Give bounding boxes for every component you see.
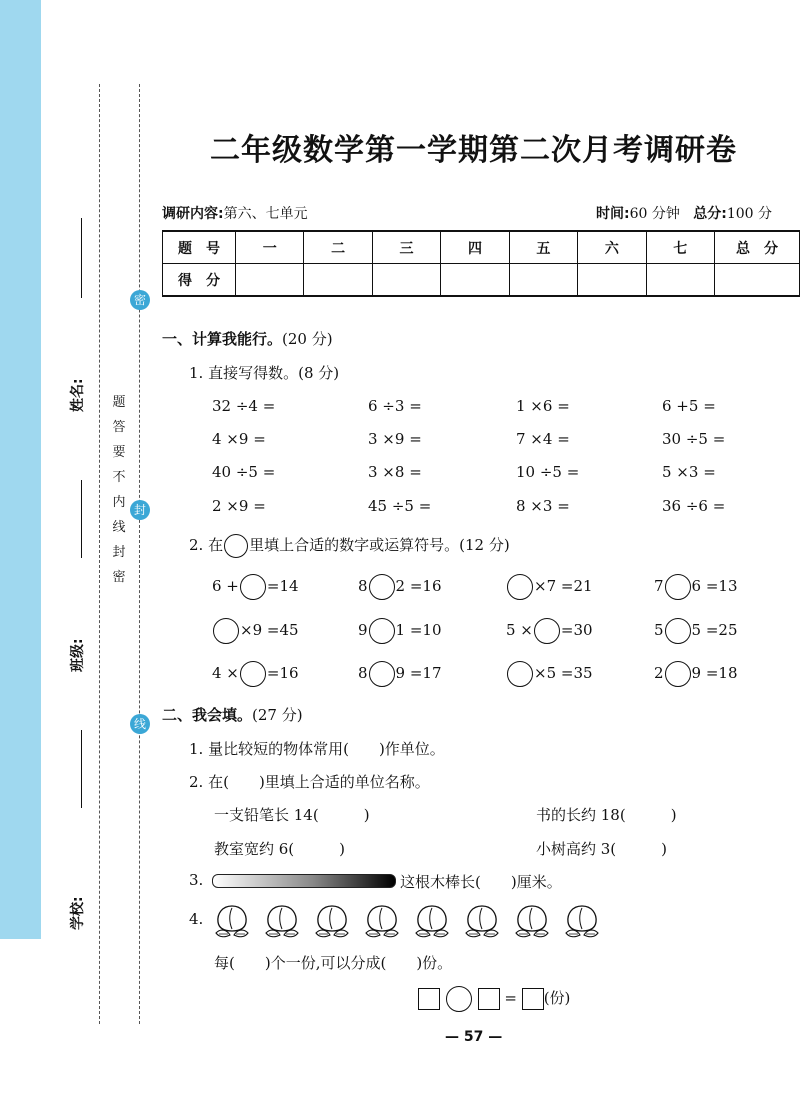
unit-item: 教室宽约 6( ) [214,840,346,858]
circle-item: ×7 =21 [506,574,593,600]
name-label: 姓名: [70,378,86,412]
calc-item: 4 ×9 = [212,430,266,448]
s1-q1: 1. 直接写得数。(8 分) [189,364,340,382]
answer-circle[interactable] [507,574,533,600]
answer-circle[interactable] [665,661,691,687]
peach-icon [462,902,502,940]
circle-item: 2 9 =18 [654,661,738,687]
s2-q3-text: 这根木棒长( )厘米。 [400,873,562,891]
header-cell: 二 [304,231,372,264]
peach-icon [412,902,452,940]
s2-q3-number: 3. [189,871,204,889]
circle-item: 9 1 =10 [358,618,442,644]
section2-heading: 二、我会填。(27 分) [162,706,303,724]
page-number: — 57 — [445,1029,503,1045]
header-cell: 四 [441,231,509,264]
peach-icon [262,902,302,940]
circle-item: 5 × =30 [506,618,593,644]
answer-circle[interactable] [240,661,266,687]
unit-item: 一支铅笔长 14( ) [214,806,370,824]
s1-q2: 2. 在 里填上合适的数字或运算符号。(12 分) [189,534,510,558]
calc-item: 30 ÷5 = [662,430,726,448]
peach-icon [512,902,552,940]
header-cell: 三 [372,231,440,264]
page-title: 二年级数学第一学期第二次月考调研卷 [210,133,737,168]
calc-item: 36 ÷6 = [662,497,726,515]
answer-circle[interactable] [369,618,395,644]
calc-item: 6 ÷3 = [368,397,422,415]
calc-item: 2 ×9 = [212,497,266,515]
score-cell[interactable] [304,264,372,297]
class-label: 班级: [70,638,86,672]
circle-item: 4 × =16 [212,661,299,687]
calc-item: 3 ×8 = [368,463,422,481]
s2-q4-number: 4. [189,910,204,928]
circle-item: 6 + =14 [212,574,299,600]
header-cell: 五 [509,231,577,264]
no-answer-warning: 题 答 要 不 内 线 封 密 [112,395,126,585]
answer-circle[interactable] [240,574,266,600]
seal-xian: 线 [130,714,150,734]
circle-item: ×9 =45 [212,618,299,644]
header-cell: 总 分 [715,231,800,264]
answer-box[interactable] [418,988,440,1010]
header-cell: 题 号 [163,231,236,264]
calc-item: 5 ×3 = [662,463,716,481]
unit-item: 书的长约 18( ) [536,806,677,824]
calc-item: 40 ÷5 = [212,463,276,481]
cut-line-inner [139,84,140,1024]
content-info: 调研内容:第六、七单元 [162,206,308,222]
score-row-label: 得 分 [163,264,236,297]
peach-icon [212,902,252,940]
calc-item: 10 ÷5 = [516,463,580,481]
circle-item: ×5 =35 [506,661,593,687]
score-table [162,230,800,297]
class-field[interactable] [67,560,101,760]
division-equation: = (份) [418,986,570,1012]
answer-circle[interactable] [665,618,691,644]
calc-item: 7 ×4 = [516,430,570,448]
calc-item: 6 +5 = [662,397,716,415]
name-underline [81,218,82,298]
circle-icon [224,534,248,558]
header-cell: 一 [236,231,304,264]
answer-circle[interactable] [446,986,472,1012]
calc-item: 32 ÷4 = [212,397,276,415]
answer-box[interactable] [478,988,500,1010]
answer-circle[interactable] [369,661,395,687]
circle-item: 8 9 =17 [358,661,442,687]
circle-item: 5 5 =25 [654,618,738,644]
circle-item: 7 6 =13 [654,574,738,600]
s2-q1: 1. 量比较短的物体常用( )作单位。 [189,740,445,758]
section1-heading: 一、计算我能行。(20 分) [162,330,333,348]
answer-box[interactable] [522,988,544,1010]
wooden-stick-icon [212,874,396,888]
peach-icon [312,902,352,940]
peach-icon [562,902,602,940]
answer-circle[interactable] [369,574,395,600]
seal-feng: 封 [130,500,150,520]
score-cell[interactable] [509,264,577,297]
calc-item: 1 ×6 = [516,397,570,415]
seal-mi: 密 [130,290,150,310]
calc-item: 45 ÷5 = [368,497,432,515]
answer-circle[interactable] [665,574,691,600]
calc-item: 3 ×9 = [368,430,422,448]
school-label: 学校: [70,896,86,930]
answer-circle[interactable] [534,618,560,644]
school-field[interactable] [67,810,101,1020]
score-cell[interactable] [236,264,304,297]
peach-icon [362,902,402,940]
score-header-row [163,231,800,264]
name-field[interactable] [67,300,101,500]
score-cell[interactable] [646,264,714,297]
s2-q4-text: 每( )个一份,可以分成( )份。 [214,954,453,972]
header-cell: 七 [646,231,714,264]
score-cell[interactable] [578,264,646,297]
circle-item: 8 2 =16 [358,574,442,600]
header-cell: 六 [578,231,646,264]
calc-item: 8 ×3 = [516,497,570,515]
score-row [163,264,800,297]
score-cell[interactable] [372,264,440,297]
binding-strip [0,0,41,939]
score-cell[interactable] [441,264,509,297]
unit-item: 小树高约 3( ) [536,840,668,858]
time-info: 时间:60 分钟 总分:100 分 [596,206,773,222]
answer-circle[interactable] [213,618,239,644]
s2-q2: 2. 在( )里填上合适的单位名称。 [189,773,430,791]
answer-circle[interactable] [507,661,533,687]
score-cell[interactable] [715,264,800,297]
